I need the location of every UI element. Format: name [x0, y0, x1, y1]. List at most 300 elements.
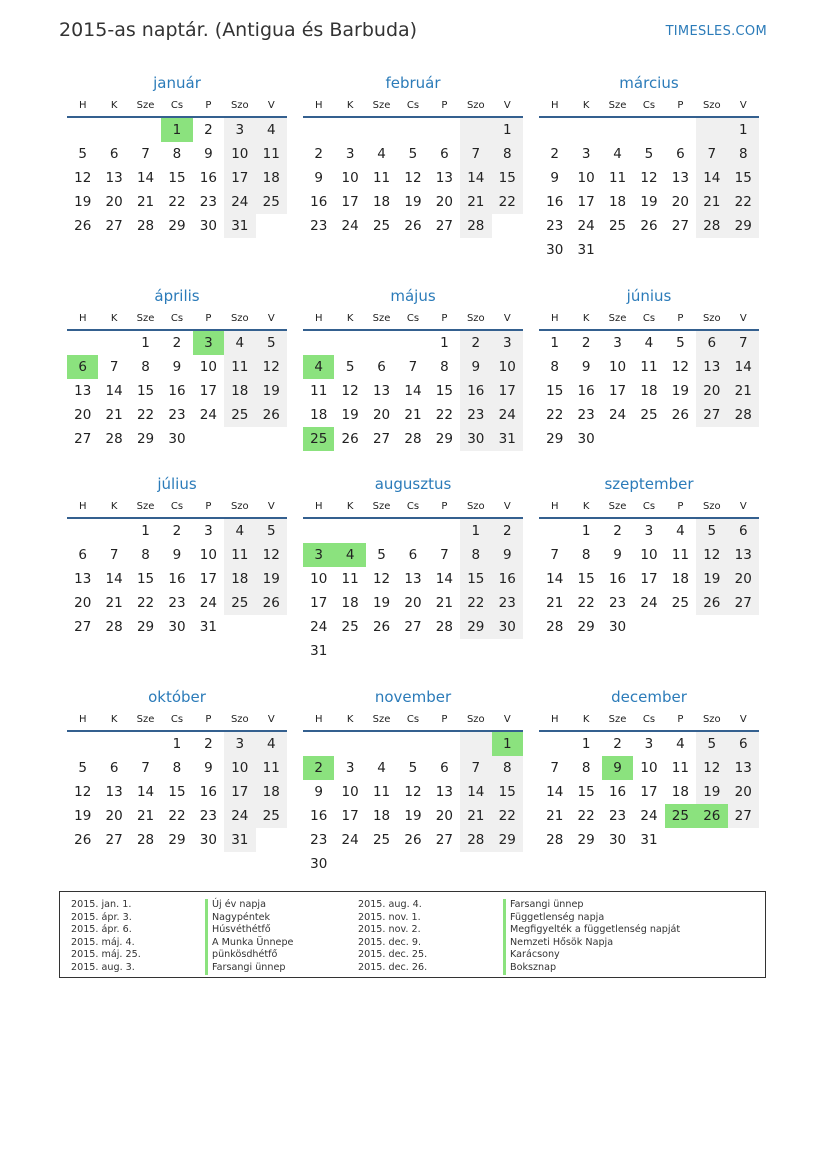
day-cell[interactable]: 19 — [640, 194, 658, 210]
day-cell[interactable]: 7 — [109, 547, 119, 563]
day-cell[interactable]: 22 — [577, 595, 595, 611]
day-cell[interactable]: 30 — [608, 832, 627, 848]
day-cell[interactable]: 15 — [492, 780, 523, 804]
day-cell[interactable]: 26 — [256, 403, 287, 427]
day-cell[interactable]: 11 — [640, 359, 658, 375]
day-cell[interactable]: 4 — [676, 523, 685, 539]
day-cell[interactable]: 17 — [577, 194, 595, 210]
day-cell[interactable]: 31 — [199, 619, 217, 635]
day-cell[interactable]: 23 — [608, 808, 627, 824]
day-cell[interactable]: 12 — [640, 170, 658, 186]
day-cell[interactable]: 30 — [199, 218, 217, 234]
day-cell[interactable]: 28 — [460, 828, 491, 852]
day-cell[interactable]: 31 — [577, 242, 595, 258]
day-cell[interactable]: 26 — [671, 407, 689, 423]
day-cell[interactable]: 5 — [696, 518, 727, 543]
day-cell[interactable]: 30 — [168, 619, 186, 635]
day-cell[interactable]: 12 — [341, 383, 359, 399]
day-cell[interactable]: 8 — [460, 543, 491, 567]
day-cell[interactable]: 26 — [640, 218, 658, 234]
day-cell[interactable]: 12 — [696, 543, 727, 567]
day-cell[interactable]: 25 — [671, 595, 689, 611]
day-cell[interactable]: 20 — [728, 567, 759, 591]
day-cell[interactable]: 1 — [440, 335, 449, 351]
day-cell[interactable]: 27 — [435, 832, 453, 848]
day-cell[interactable]: 3 — [303, 543, 334, 567]
day-cell[interactable]: 13 — [105, 170, 123, 186]
day-cell[interactable]: 13 — [728, 543, 759, 567]
day-cell[interactable]: 17 — [608, 383, 627, 399]
day-cell[interactable]: 5 — [377, 547, 386, 563]
day-cell[interactable]: 20 — [105, 808, 123, 824]
day-cell[interactable]: 21 — [546, 595, 564, 611]
day-cell[interactable]: 13 — [74, 571, 92, 587]
day-cell[interactable]: 4 — [613, 146, 622, 162]
day-cell[interactable]: 12 — [74, 170, 92, 186]
day-cell[interactable]: 21 — [546, 808, 564, 824]
day-cell[interactable]: 10 — [608, 359, 627, 375]
day-cell[interactable]: 15 — [168, 170, 186, 186]
day-cell[interactable]: 12 — [671, 359, 689, 375]
day-cell[interactable]: 20 — [671, 194, 689, 210]
day-cell[interactable]: 29 — [435, 431, 453, 447]
day-cell[interactable]: 17 — [199, 383, 217, 399]
day-cell[interactable]: 1 — [172, 736, 182, 752]
day-cell[interactable]: 27 — [435, 218, 453, 234]
day-cell[interactable]: 30 — [577, 431, 595, 447]
day-cell[interactable]: 8 — [172, 760, 182, 776]
day-cell[interactable]: 4 — [377, 146, 386, 162]
day-cell[interactable]: 12 — [256, 355, 287, 379]
day-cell[interactable]: 7 — [550, 760, 559, 776]
day-cell[interactable]: 6 — [408, 547, 418, 563]
day-cell[interactable]: 5 — [408, 146, 418, 162]
day-cell[interactable]: 30 — [608, 619, 627, 635]
day-cell[interactable]: 27 — [728, 591, 759, 615]
day-cell[interactable]: 4 — [224, 330, 255, 355]
day-cell[interactable]: 21 — [136, 194, 155, 210]
day-cell[interactable]: 17 — [640, 571, 658, 587]
day-cell[interactable]: 15 — [460, 567, 491, 591]
day-cell[interactable]: 2 — [204, 122, 213, 138]
day-cell[interactable]: 29 — [168, 218, 186, 234]
day-cell[interactable]: 27 — [105, 832, 123, 848]
day-cell[interactable]: 18 — [372, 194, 391, 210]
day-cell[interactable]: 21 — [435, 595, 453, 611]
day-cell[interactable]: 25 — [224, 403, 255, 427]
day-cell[interactable]: 15 — [577, 784, 595, 800]
day-cell[interactable]: 6 — [676, 146, 685, 162]
day-cell[interactable]: 5 — [644, 146, 654, 162]
day-cell[interactable]: 12 — [372, 571, 391, 587]
day-cell[interactable]: 31 — [492, 427, 523, 451]
day-cell[interactable]: 19 — [341, 407, 359, 423]
day-cell[interactable]: 5 — [345, 359, 355, 375]
day-cell[interactable]: 6 — [109, 760, 119, 776]
day-cell[interactable]: 21 — [105, 407, 123, 423]
day-cell[interactable]: 30 — [492, 615, 523, 639]
day-cell[interactable]: 23 — [168, 595, 186, 611]
day-cell[interactable]: 19 — [74, 194, 92, 210]
day-cell[interactable]: 11 — [310, 383, 328, 399]
day-cell[interactable]: 5 — [256, 518, 287, 543]
day-cell[interactable]: 2 — [172, 335, 182, 351]
day-cell[interactable]: 26 — [74, 832, 92, 848]
day-cell[interactable]: 24 — [608, 407, 627, 423]
day-cell[interactable]: 28 — [460, 214, 491, 238]
day-cell[interactable]: 29 — [136, 431, 155, 447]
day-cell[interactable]: 23 — [199, 194, 217, 210]
day-cell[interactable]: 3 — [613, 335, 622, 351]
day-cell[interactable]: 20 — [105, 194, 123, 210]
day-cell[interactable]: 14 — [435, 571, 453, 587]
day-cell[interactable]: 3 — [581, 146, 591, 162]
day-cell[interactable]: 3 — [204, 523, 213, 539]
day-cell[interactable]: 12 — [404, 784, 422, 800]
day-cell[interactable]: 20 — [372, 407, 391, 423]
day-cell[interactable]: 26 — [404, 832, 422, 848]
day-cell[interactable]: 12 — [256, 543, 287, 567]
day-cell[interactable]: 8 — [728, 142, 759, 166]
day-cell[interactable]: 1 — [460, 518, 491, 543]
day-cell[interactable]: 8 — [492, 142, 523, 166]
day-cell[interactable]: 6 — [440, 760, 449, 776]
day-cell[interactable]: 25 — [640, 407, 658, 423]
day-cell[interactable]: 13 — [74, 383, 92, 399]
day-cell[interactable]: 22 — [136, 407, 155, 423]
day-cell[interactable]: 14 — [105, 383, 123, 399]
day-cell[interactable]: 1 — [141, 335, 150, 351]
day-cell[interactable]: 9 — [492, 543, 523, 567]
day-cell[interactable]: 8 — [492, 756, 523, 780]
day-cell[interactable]: 30 — [199, 832, 217, 848]
day-cell[interactable]: 13 — [728, 756, 759, 780]
day-cell[interactable]: 27 — [74, 619, 92, 635]
day-cell[interactable]: 4 — [676, 736, 685, 752]
day-cell[interactable]: 29 — [460, 615, 491, 639]
day-cell[interactable]: 16 — [608, 571, 627, 587]
day-cell[interactable]: 10 — [492, 355, 523, 379]
day-cell[interactable]: 20 — [696, 379, 727, 403]
day-cell[interactable]: 13 — [372, 383, 391, 399]
day-cell[interactable]: 9 — [204, 146, 213, 162]
day-cell[interactable]: 18 — [224, 567, 255, 591]
day-cell[interactable]: 15 — [136, 383, 155, 399]
day-cell[interactable]: 9 — [204, 760, 213, 776]
day-cell[interactable]: 10 — [577, 170, 595, 186]
day-cell[interactable]: 1 — [728, 117, 759, 142]
day-cell[interactable]: 18 — [310, 407, 328, 423]
day-cell[interactable]: 14 — [136, 170, 155, 186]
day-cell[interactable]: 20 — [74, 407, 92, 423]
day-cell[interactable]: 14 — [460, 780, 491, 804]
day-cell[interactable]: 1 — [550, 335, 559, 351]
day-cell[interactable]: 16 — [546, 194, 564, 210]
day-cell[interactable]: 7 — [696, 142, 727, 166]
day-cell[interactable]: 14 — [728, 355, 759, 379]
day-cell[interactable]: 13 — [435, 784, 453, 800]
day-cell[interactable]: 7 — [408, 359, 418, 375]
day-cell[interactable]: 28 — [435, 619, 453, 635]
day-cell[interactable]: 3 — [644, 523, 654, 539]
day-cell[interactable]: 7 — [109, 359, 119, 375]
day-cell[interactable]: 7 — [141, 760, 150, 776]
day-cell[interactable]: 22 — [577, 808, 595, 824]
day-cell[interactable]: 31 — [224, 828, 255, 852]
day-cell[interactable]: 20 — [404, 595, 422, 611]
day-cell[interactable]: 6 — [696, 330, 727, 355]
day-cell[interactable]: 10 — [341, 784, 359, 800]
day-cell[interactable]: 17 — [199, 571, 217, 587]
site-link[interactable]: TIMESLES.COM — [665, 24, 767, 39]
day-cell[interactable]: 1 — [581, 736, 591, 752]
day-cell[interactable]: 13 — [105, 784, 123, 800]
day-cell[interactable]: 23 — [460, 403, 491, 427]
day-cell[interactable]: 16 — [168, 383, 186, 399]
day-cell[interactable]: 5 — [676, 335, 685, 351]
day-cell[interactable]: 23 — [310, 218, 328, 234]
day-cell[interactable]: 28 — [404, 431, 422, 447]
day-cell[interactable]: 1 — [581, 523, 591, 539]
day-cell[interactable]: 27 — [372, 431, 391, 447]
day-cell[interactable]: 2 — [204, 736, 213, 752]
day-cell[interactable]: 14 — [460, 166, 491, 190]
day-cell[interactable]: 27 — [74, 431, 92, 447]
day-cell[interactable]: 19 — [696, 780, 727, 804]
day-cell[interactable]: 24 — [341, 218, 359, 234]
day-cell[interactable]: 10 — [310, 571, 328, 587]
day-cell[interactable]: 14 — [696, 166, 727, 190]
day-cell[interactable]: 17 — [224, 166, 255, 190]
day-cell[interactable]: 26 — [696, 804, 727, 828]
day-cell[interactable]: 14 — [546, 571, 564, 587]
day-cell[interactable]: 13 — [671, 170, 689, 186]
day-cell[interactable]: 5 — [696, 731, 727, 756]
day-cell[interactable]: 25 — [608, 218, 627, 234]
day-cell[interactable]: 1 — [141, 523, 150, 539]
day-cell[interactable]: 16 — [199, 170, 217, 186]
day-cell[interactable]: 24 — [492, 403, 523, 427]
day-cell[interactable]: 5 — [408, 760, 418, 776]
day-cell[interactable]: 12 — [696, 756, 727, 780]
day-cell[interactable]: 22 — [435, 407, 453, 423]
day-cell[interactable]: 30 — [460, 427, 491, 451]
day-cell[interactable]: 30 — [168, 431, 186, 447]
day-cell[interactable]: 19 — [372, 595, 391, 611]
day-cell[interactable]: 2 — [303, 756, 334, 780]
day-cell[interactable]: 14 — [546, 784, 564, 800]
day-cell[interactable]: 5 — [78, 760, 87, 776]
day-cell[interactable]: 14 — [404, 383, 422, 399]
day-cell[interactable]: 19 — [404, 194, 422, 210]
day-cell[interactable]: 19 — [404, 808, 422, 824]
day-cell[interactable]: 20 — [728, 780, 759, 804]
day-cell[interactable]: 7 — [460, 756, 491, 780]
day-cell[interactable]: 24 — [199, 407, 217, 423]
day-cell[interactable]: 11 — [224, 543, 255, 567]
day-cell[interactable]: 22 — [168, 194, 186, 210]
day-cell[interactable]: 28 — [136, 832, 155, 848]
day-cell[interactable]: 10 — [224, 756, 255, 780]
day-cell[interactable]: 23 — [492, 591, 523, 615]
day-cell[interactable]: 23 — [310, 832, 328, 848]
day-cell[interactable]: 24 — [199, 595, 217, 611]
day-cell[interactable]: 22 — [546, 407, 564, 423]
day-cell[interactable]: 16 — [310, 194, 328, 210]
day-cell[interactable]: 10 — [199, 547, 217, 563]
day-cell[interactable]: 27 — [671, 218, 689, 234]
day-cell[interactable]: 7 — [460, 142, 491, 166]
day-cell[interactable]: 1 — [492, 731, 523, 756]
day-cell[interactable]: 29 — [546, 431, 564, 447]
day-cell[interactable]: 25 — [665, 804, 696, 828]
day-cell[interactable]: 19 — [256, 379, 287, 403]
day-cell[interactable]: 3 — [224, 731, 255, 756]
day-cell[interactable]: 25 — [372, 832, 391, 848]
day-cell[interactable]: 21 — [105, 595, 123, 611]
day-cell[interactable]: 30 — [546, 242, 564, 258]
day-cell[interactable]: 22 — [492, 804, 523, 828]
day-cell[interactable]: 10 — [199, 359, 217, 375]
day-cell[interactable]: 26 — [341, 431, 359, 447]
day-cell[interactable]: 26 — [372, 619, 391, 635]
day-cell[interactable]: 16 — [577, 383, 595, 399]
day-cell[interactable]: 22 — [460, 591, 491, 615]
day-cell[interactable]: 6 — [67, 355, 98, 379]
day-cell[interactable]: 19 — [74, 808, 92, 824]
day-cell[interactable]: 29 — [492, 828, 523, 852]
day-cell[interactable]: 4 — [644, 335, 654, 351]
day-cell[interactable]: 11 — [224, 355, 255, 379]
day-cell[interactable]: 12 — [404, 170, 422, 186]
day-cell[interactable]: 22 — [728, 190, 759, 214]
day-cell[interactable]: 23 — [608, 595, 627, 611]
day-cell[interactable]: 18 — [671, 571, 689, 587]
day-cell[interactable]: 6 — [377, 359, 386, 375]
day-cell[interactable]: 11 — [608, 170, 627, 186]
day-cell[interactable]: 23 — [546, 218, 564, 234]
day-cell[interactable]: 14 — [136, 784, 155, 800]
day-cell[interactable]: 2 — [550, 146, 559, 162]
day-cell[interactable]: 6 — [109, 146, 119, 162]
day-cell[interactable]: 8 — [581, 760, 591, 776]
day-cell[interactable]: 11 — [671, 547, 689, 563]
day-cell[interactable]: 21 — [728, 379, 759, 403]
day-cell[interactable]: 3 — [345, 146, 355, 162]
day-cell[interactable]: 9 — [172, 359, 182, 375]
day-cell[interactable]: 18 — [256, 780, 287, 804]
day-cell[interactable]: 3 — [345, 760, 355, 776]
day-cell[interactable]: 21 — [404, 407, 422, 423]
day-cell[interactable]: 7 — [440, 547, 449, 563]
day-cell[interactable]: 25 — [256, 804, 287, 828]
day-cell[interactable]: 23 — [199, 808, 217, 824]
day-cell[interactable]: 15 — [492, 166, 523, 190]
day-cell[interactable]: 4 — [377, 760, 386, 776]
day-cell[interactable]: 9 — [314, 170, 323, 186]
day-cell[interactable]: 8 — [172, 146, 182, 162]
day-cell[interactable]: 17 — [341, 194, 359, 210]
day-cell[interactable]: 18 — [372, 808, 391, 824]
day-cell[interactable]: 25 — [303, 427, 334, 451]
day-cell[interactable]: 23 — [168, 407, 186, 423]
day-cell[interactable]: 2 — [460, 330, 491, 355]
day-cell[interactable]: 12 — [74, 784, 92, 800]
day-cell[interactable]: 25 — [224, 591, 255, 615]
day-cell[interactable]: 16 — [608, 784, 627, 800]
day-cell[interactable]: 15 — [728, 166, 759, 190]
day-cell[interactable]: 6 — [728, 731, 759, 756]
day-cell[interactable]: 7 — [550, 547, 559, 563]
day-cell[interactable]: 11 — [341, 571, 359, 587]
day-cell[interactable]: 2 — [581, 335, 591, 351]
day-cell[interactable]: 28 — [696, 214, 727, 238]
day-cell[interactable]: 8 — [581, 547, 591, 563]
day-cell[interactable]: 9 — [602, 756, 633, 780]
day-cell[interactable]: 4 — [334, 543, 365, 567]
day-cell[interactable]: 28 — [728, 403, 759, 427]
day-cell[interactable]: 28 — [546, 832, 564, 848]
day-cell[interactable]: 1 — [161, 117, 192, 142]
day-cell[interactable]: 30 — [310, 856, 328, 872]
day-cell[interactable]: 29 — [577, 832, 595, 848]
day-cell[interactable]: 10 — [224, 142, 255, 166]
day-cell[interactable]: 8 — [440, 359, 449, 375]
day-cell[interactable]: 15 — [435, 383, 453, 399]
day-cell[interactable]: 3 — [644, 736, 654, 752]
day-cell[interactable]: 2 — [172, 523, 182, 539]
day-cell[interactable]: 21 — [460, 804, 491, 828]
day-cell[interactable]: 28 — [546, 619, 564, 635]
day-cell[interactable]: 9 — [172, 547, 182, 563]
day-cell[interactable]: 8 — [550, 359, 559, 375]
day-cell[interactable]: 18 — [671, 784, 689, 800]
day-cell[interactable]: 24 — [640, 808, 658, 824]
day-cell[interactable]: 27 — [728, 804, 759, 828]
day-cell[interactable]: 3 — [224, 117, 255, 142]
day-cell[interactable]: 24 — [640, 595, 658, 611]
day-cell[interactable]: 2 — [613, 523, 622, 539]
day-cell[interactable]: 4 — [256, 731, 287, 756]
day-cell[interactable]: 18 — [256, 166, 287, 190]
day-cell[interactable]: 28 — [105, 619, 123, 635]
day-cell[interactable]: 28 — [105, 431, 123, 447]
day-cell[interactable]: 27 — [404, 619, 422, 635]
day-cell[interactable]: 6 — [440, 146, 449, 162]
day-cell[interactable]: 4 — [224, 518, 255, 543]
day-cell[interactable]: 4 — [303, 355, 334, 379]
day-cell[interactable]: 20 — [435, 194, 453, 210]
day-cell[interactable]: 11 — [372, 170, 391, 186]
day-cell[interactable]: 7 — [728, 330, 759, 355]
day-cell[interactable]: 8 — [141, 547, 150, 563]
day-cell[interactable]: 5 — [78, 146, 87, 162]
day-cell[interactable]: 21 — [460, 190, 491, 214]
day-cell[interactable]: 22 — [168, 808, 186, 824]
day-cell[interactable]: 17 — [341, 808, 359, 824]
day-cell[interactable]: 13 — [404, 571, 422, 587]
day-cell[interactable]: 18 — [224, 379, 255, 403]
day-cell[interactable]: 16 — [492, 567, 523, 591]
day-cell[interactable]: 16 — [199, 784, 217, 800]
day-cell[interactable]: 11 — [372, 784, 391, 800]
day-cell[interactable]: 4 — [256, 117, 287, 142]
day-cell[interactable]: 6 — [78, 547, 87, 563]
day-cell[interactable]: 18 — [341, 595, 359, 611]
day-cell[interactable]: 3 — [492, 330, 523, 355]
day-cell[interactable]: 27 — [696, 403, 727, 427]
day-cell[interactable]: 9 — [613, 547, 622, 563]
